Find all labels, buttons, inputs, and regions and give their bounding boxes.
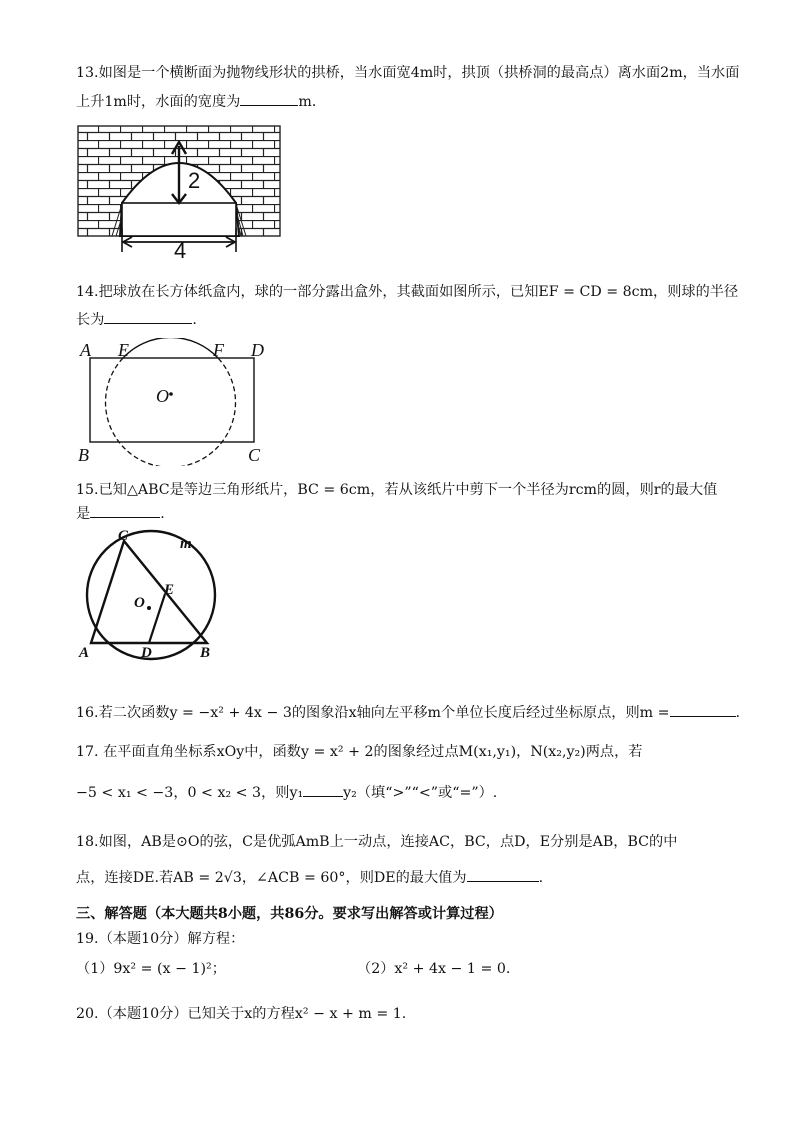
q17-line2 xyxy=(76,782,497,802)
q16-answer-blank xyxy=(670,703,736,717)
q15-line1: 15.已知△ABC是等边三角形纸片，BC = 6cm，若从该纸片中剪下一个半径为rcm的圆，则r的最大值 xyxy=(76,482,718,498)
label-C: C xyxy=(248,445,261,465)
q18-answer-blank xyxy=(467,868,539,882)
fig15-label-A: A xyxy=(79,645,90,661)
q17-line2-rest: y₂（填“>”“<”或“=”）. xyxy=(343,785,498,801)
circle-triangle-figure xyxy=(76,528,220,664)
q13-line2-text: 上升1m时，水面的宽度为 xyxy=(76,94,241,110)
q18-line2-text: 点，连接DE.若AB = 2√3，∠ACB = 60°，则DE的最大值为 xyxy=(76,870,467,886)
q19-part1: （1）9x² = (x − 1)²； xyxy=(76,961,226,977)
ball-box-figure xyxy=(76,338,276,466)
q16-end: . xyxy=(735,705,741,721)
label-B: B xyxy=(78,445,89,465)
q16-line xyxy=(76,702,740,722)
q19-head: 19.（本题10分）解方程： xyxy=(76,931,245,947)
q14-line2-text: 长为 xyxy=(76,312,105,328)
fig15-label-O: O xyxy=(134,595,145,611)
label-D: D xyxy=(251,340,264,360)
q15-answer-blank xyxy=(90,504,160,518)
label-O: O xyxy=(156,386,169,406)
q14-line1: 14.把球放在长方体纸盒内，球的一部分露出盒外，其截面如图所示，已知EF = CD = 8cm，则球的半径 xyxy=(76,284,739,300)
q15-line2-text: 是 xyxy=(76,506,91,522)
bridge-width-label: 4 xyxy=(174,238,187,258)
label-F: F xyxy=(213,340,224,360)
q13-line1: 13.如图是一个横断面为抛物线形状的拱桥，当水面宽4m时，拱顶（拱桥洞的最高点）离水面2m，当水面 xyxy=(76,65,740,81)
q14-line2 xyxy=(76,309,197,329)
q13-line2-unit: m． xyxy=(298,94,327,110)
q13-line2 xyxy=(76,91,326,111)
q15-line2 xyxy=(76,503,165,523)
fig15-label-m: m xyxy=(180,536,192,552)
q18-line2-end: . xyxy=(538,870,544,886)
fig15-label-D: D xyxy=(141,645,152,661)
section-3-title: 三、解答题（本大题共8小题，共86分。要求写出解答或计算过程） xyxy=(76,906,503,922)
q19-part2: （2）x² + 4x − 1 = 0. xyxy=(357,961,511,977)
q13-answer-blank xyxy=(240,92,298,106)
q18-line1: 18.如图，AB是⊙O的弦，C是优弧AmB上一动点，连接AC，BC，点D，E分别是AB，BC的中 xyxy=(76,834,678,850)
q17-answer-blank xyxy=(303,783,343,797)
q20-text: 20.（本题10分）已知关于x的方程x² − x + m = 1. xyxy=(76,1006,407,1022)
q17-line1: 17. 在平面直角坐标系xOy中，函数y = x² + 2的图象经过点M(x₁,y₁)，N(x₂,y₂)两点，若 xyxy=(76,744,643,760)
fig15-label-C: C xyxy=(118,528,129,544)
label-A: A xyxy=(80,340,91,360)
fig15-label-B: B xyxy=(200,645,211,661)
q18-line2 xyxy=(76,867,543,887)
fig15-label-E: E xyxy=(164,582,175,598)
q17-line2-text: −5 < x₁ < −3，0 < x₂ < 3，则y₁ xyxy=(76,785,304,801)
bridge-height-label: 2 xyxy=(188,168,201,193)
q15-line2-end: . xyxy=(160,506,165,522)
q14-line2-end: . xyxy=(192,312,197,328)
q14-answer-blank xyxy=(104,310,192,324)
bridge-figure xyxy=(76,124,282,258)
label-E: E xyxy=(118,340,129,360)
q16-text: 16.若二次函数y = −x² + 4x − 3的图象沿x轴向左平移m个单位长度后经过坐标原点，则m = xyxy=(76,705,670,721)
